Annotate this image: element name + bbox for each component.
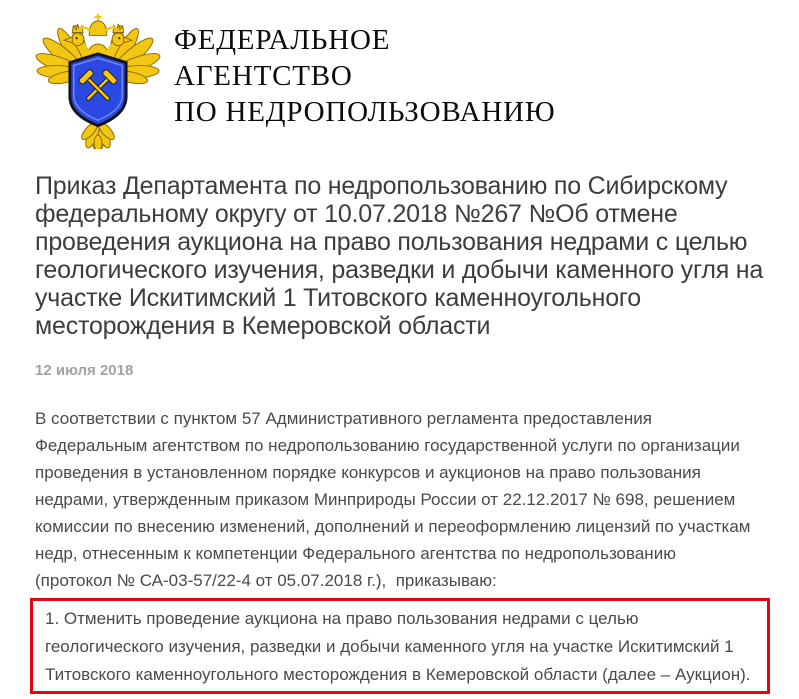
publish-date: 12 июля 2018 bbox=[35, 362, 134, 379]
body-line: проведения в установленном порядке конкурсов и аукционов на право пользования bbox=[35, 463, 701, 482]
title-line: Приказ Департамента по недропользованию по Сибирскому bbox=[35, 172, 728, 200]
agency-name-line: ФЕДЕРАЛЬНОЕ bbox=[174, 24, 391, 56]
double-headed-eagle-icon bbox=[35, 13, 161, 149]
body-line: недрами, утвержденным приказом Минприроды России от 22.12.2017 № 698, решением bbox=[35, 490, 736, 509]
clause-line: Титовского каменноугольного месторождения в Кемеровской области (далее – Аукцион). bbox=[45, 665, 751, 684]
agency-name-line: ПО НЕДРОПОЛЬЗОВАНИЮ bbox=[174, 96, 556, 128]
title-line: участке Искитимский 1 Титовского каменноугольного bbox=[35, 284, 641, 312]
rosnedra-emblem-logo bbox=[35, 13, 161, 149]
body-line: В соответствии с пунктом 57 Административного регламента предоставления bbox=[35, 409, 652, 428]
agency-name-line: АГЕНТСТВО bbox=[174, 60, 353, 92]
highlighted-clause-box bbox=[30, 598, 770, 694]
body-line: Федеральным агентством по недропользованию государственной услуги по организации bbox=[35, 436, 740, 455]
title-line: месторождения в Кемеровской области bbox=[35, 312, 491, 340]
clause-line: геологического изучения, разведки и добычи каменного угля на участке Искитимский 1 bbox=[45, 637, 734, 656]
body-line: недр, отнесенным к компетенции Федерального агентства по недропользованию bbox=[35, 544, 676, 563]
clause-line: 1. Отменить проведение аукциона на право пользования недрами с целью bbox=[45, 609, 639, 628]
page-title bbox=[35, 172, 763, 340]
body-paragraph bbox=[35, 405, 780, 594]
title-line: геологического изучения, разведки и добычи каменного угля на bbox=[35, 256, 764, 284]
agency-name bbox=[174, 13, 555, 130]
body-line: комиссии по внесению изменений, дополнений и переоформлению лицензий по участкам bbox=[35, 517, 751, 536]
header-logo-link[interactable] bbox=[35, 13, 555, 149]
body-line: (протокол № СА-03-57/22-4 от 05.07.2018 г.), приказываю: bbox=[35, 571, 497, 590]
title-line: проведения аукциона на право пользования недрами с целью bbox=[35, 228, 748, 256]
title-line: федеральному округу от 10.07.2018 №267 №Об отмене bbox=[35, 200, 678, 228]
